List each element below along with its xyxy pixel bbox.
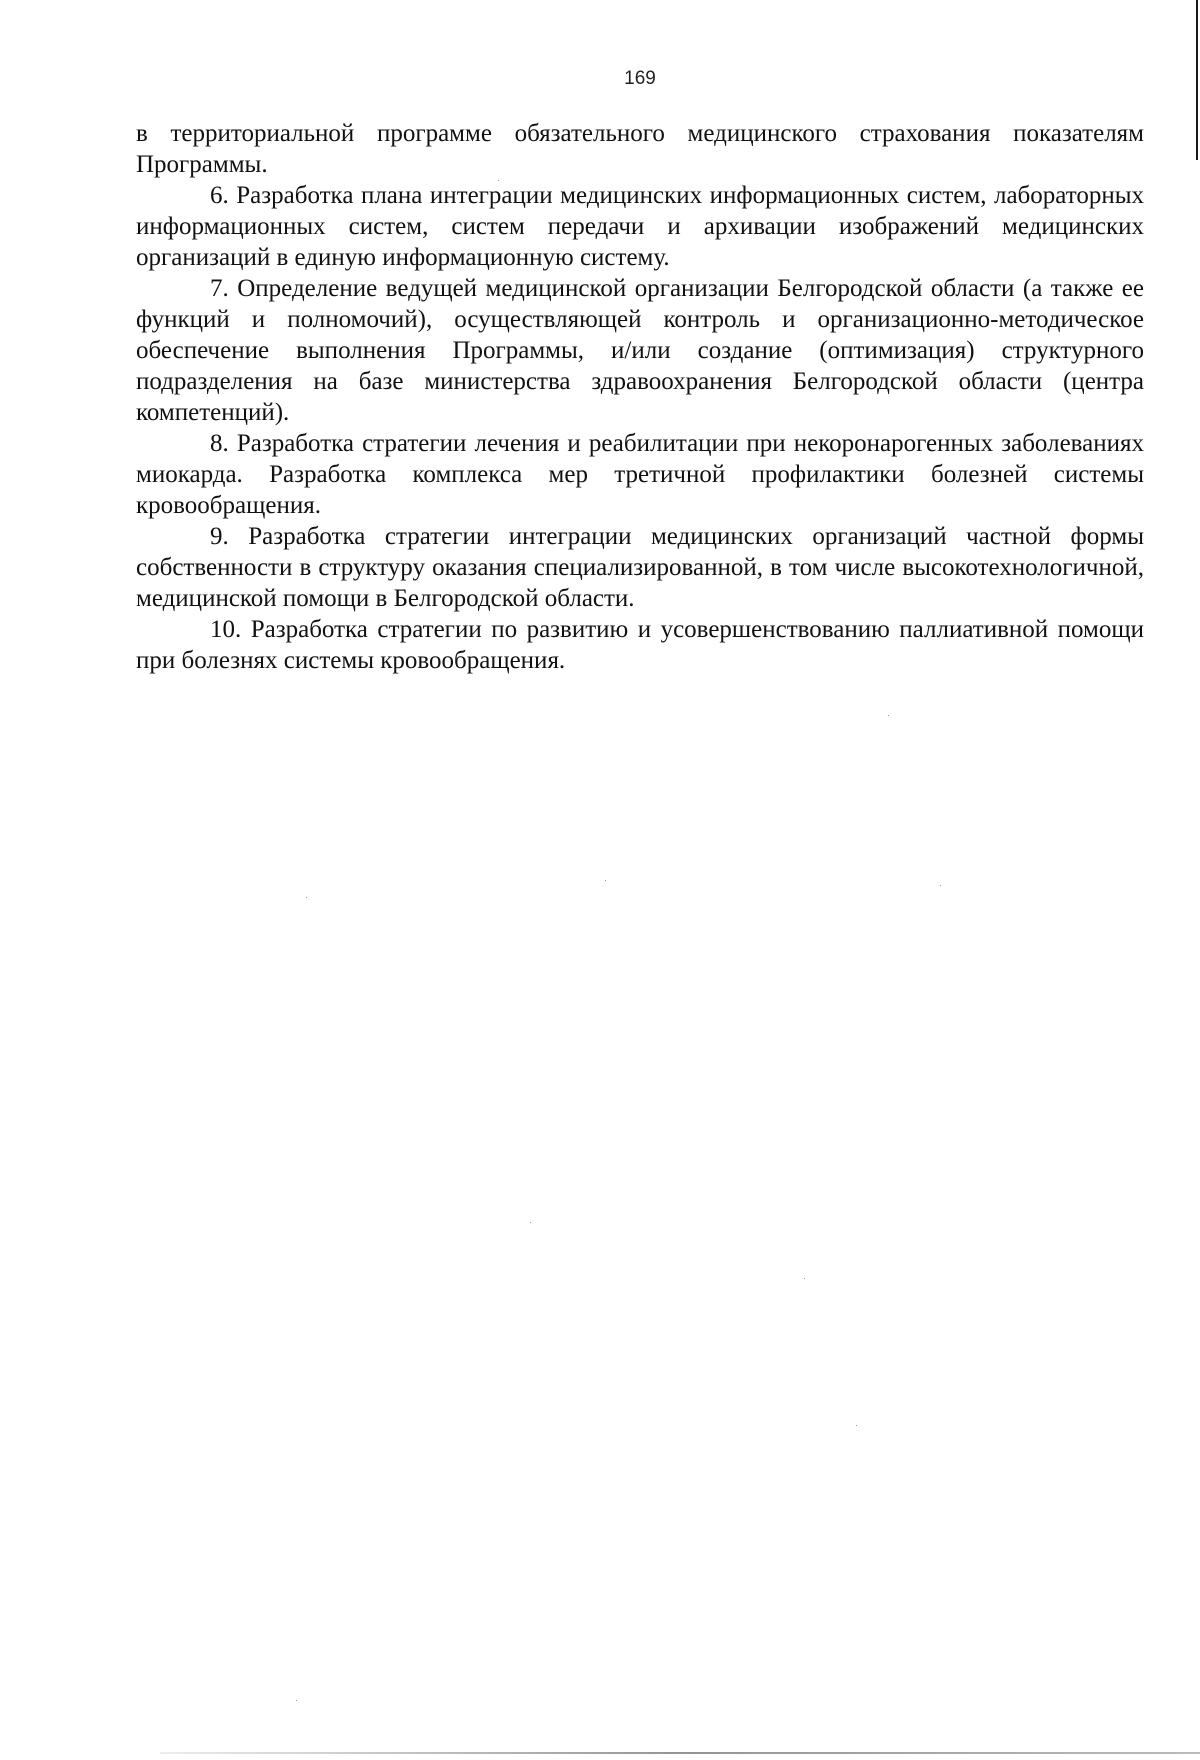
paragraph-item-6: 6. Разработка плана интеграции медицинских информационных систем, лабораторных информационных систем, систем передачи и архивации изображений медицинских организаций в единую информационную систему. [136,182,1144,271]
scan-speck [530,1222,531,1223]
paragraph-item-10: 10. Разработка стратегии по развитию и усовершенствованию паллиативной помощи при болезнях системы кровообращения. [136,616,1144,674]
document-body [136,118,1144,676]
paragraph-item-9: 9. Разработка стратегии интеграции медицинских организаций частной формы собственности в структуру оказания специализированной, в том числе высокотехнологичной, медицинской помощи в Белгородской области. [136,523,1144,612]
paragraph-continuation: в территориальной программе обязательного медицинского страхования показателям Программы. [136,120,1144,178]
scan-speck [306,897,307,898]
scan-bottom-edge [160,1752,1200,1754]
scan-speck [856,1425,857,1426]
scan-speck [940,885,941,886]
paragraph-item-7: 7. Определение ведущей медицинской организации Белгородской области (а также ее функций и полномочий), осуществляющей контроль и организационно-методическое обеспечение выполнения Программы, и/или создание (оптимизация) структурного подразделения на базе министерства здравоохранения Белгородской области (центра компетенций). [136,275,1144,426]
scan-speck [498,180,499,181]
paragraph-item-8: 8. Разработка стратегии лечения и реабилитации при некоронарогенных заболеваниях миокарда. Разработка комплекса мер третичной профилактики болезней системы кровообращения. [136,430,1144,519]
page-number: 169 [624,68,656,89]
scan-speck [888,715,889,716]
scan-speck [605,880,606,881]
scan-speck [804,1278,805,1279]
scan-speck [296,1700,297,1701]
